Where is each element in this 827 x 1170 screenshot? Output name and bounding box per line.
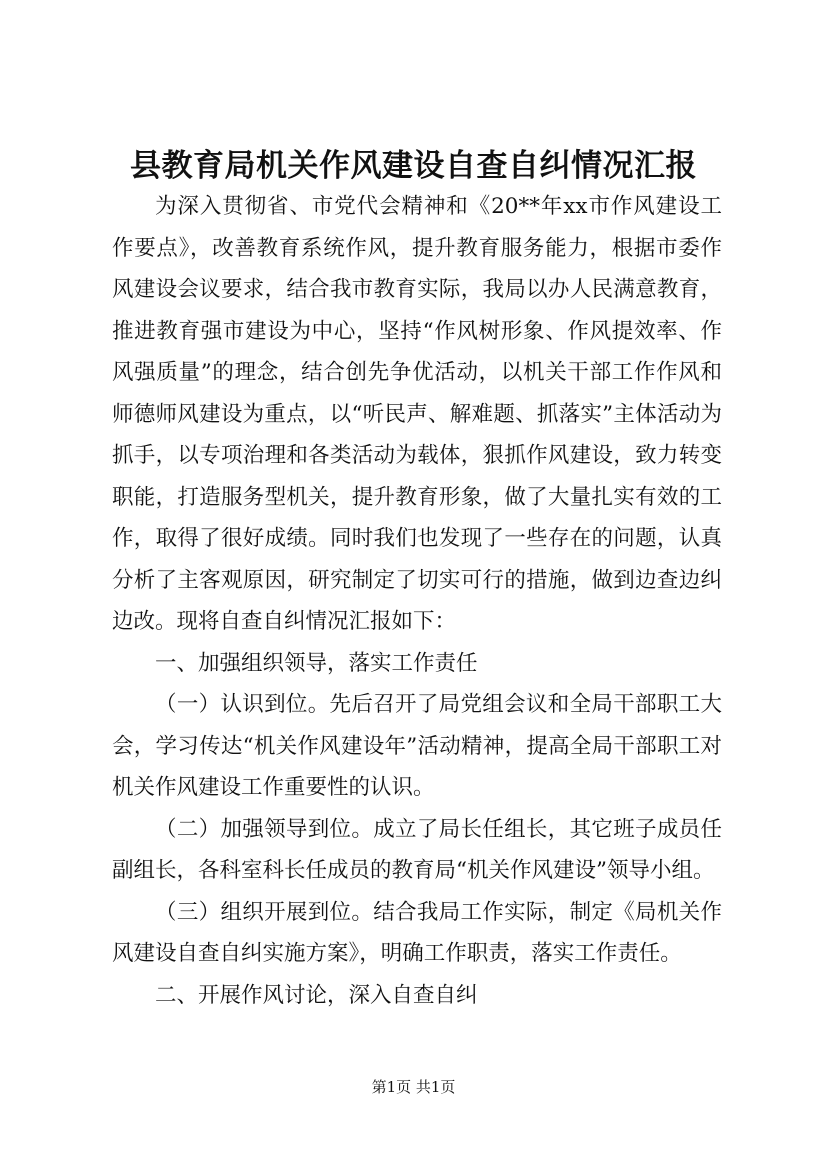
subsection-paragraph-2: （二）加强领导到位。成立了局长任组长，其它班子成员任副组长，各科室科长任成员的教育局“机关作风建设”领导小组。 xyxy=(112,816,722,883)
section-heading-2: 二、开展作风讨论，深入自查自纠 xyxy=(155,982,478,1008)
document-body xyxy=(112,186,722,1016)
intro-paragraph: 为深入贯彻省、市党代会精神和《20**年xx市作风建设工作要点》，改善教育系统作风，提升教育服务能力，根据市委作风建设会议要求，结合我市教育实际，我局以办人民满意教育，推进教育强市建设为中心，坚持“作风树形象、作风提效率、作风强质量”的理念，结合创先争优活动，以机关干部工作作风和师德师风建设为重点，以“听民声、解难题、抓落实”主体活动为抓手，以专项治理和各类活动为载体，狠抓作风建设，致力转变职能，打造服务型机关，提升教育形象，做了大量扎实有效的工作，取得了很好成绩。同时我们也发现了一些存在的问题，认真分析了主客观原因，研究制定了切实可行的措施，做到边查边纠边改。现将自查自纠情况汇报如下： xyxy=(112,194,722,634)
subsection-paragraph-3: （三）组织开展到位。结合我局工作实际，制定《局机关作风建设自查自纠实施方案》，明确工作职责，落实工作责任。 xyxy=(112,899,722,966)
page-number-footer: 第1页 共1页 xyxy=(371,1078,456,1096)
subsection-paragraph-1: （一）认识到位。先后召开了局党组会议和全局干部职工大会，学习传达“机关作风建设年”活动精神，提高全局干部职工对机关作风建设工作重要性的认识。 xyxy=(112,692,722,800)
section-heading-1: 一、加强组织领导，落实工作责任 xyxy=(155,650,478,676)
document-title: 县教育局机关作风建设自查自纠情况汇报 xyxy=(130,148,697,184)
